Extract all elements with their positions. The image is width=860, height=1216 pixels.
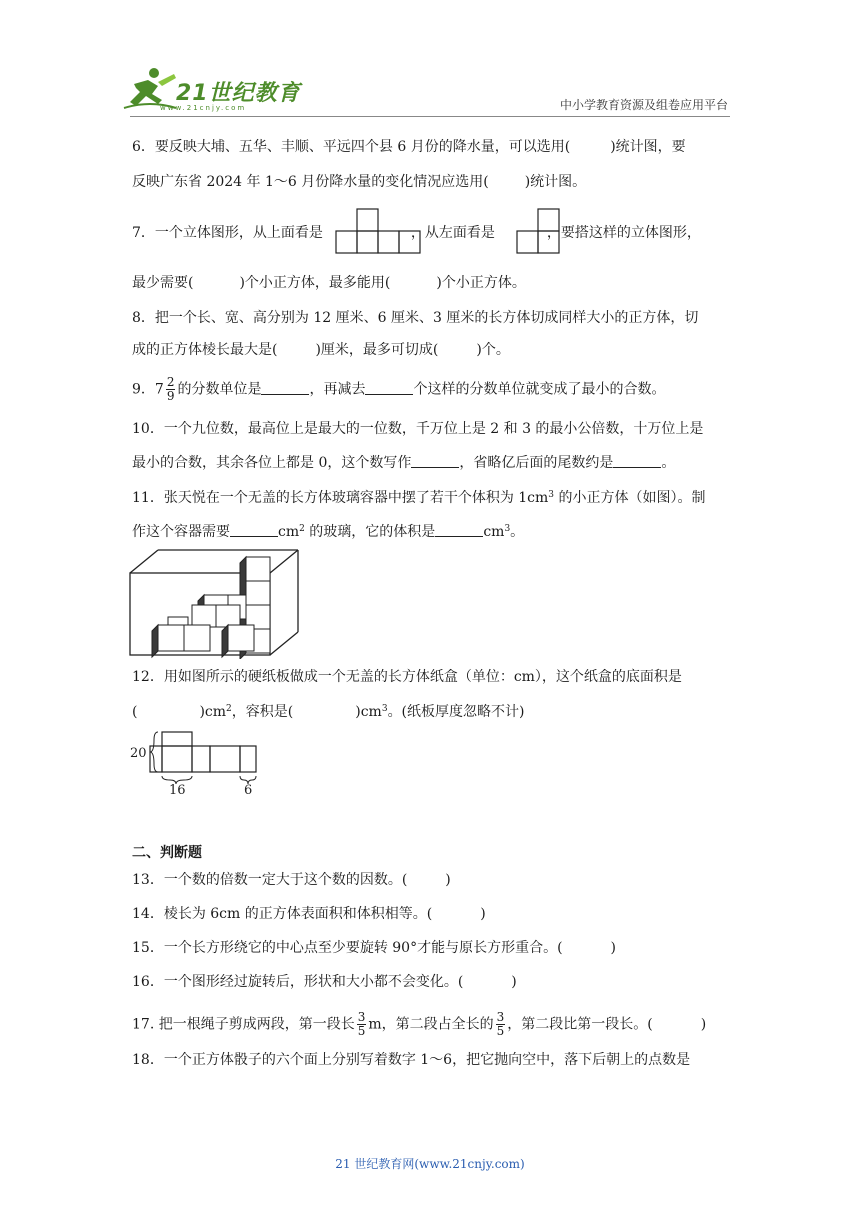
net-dim-height: 20: [130, 746, 147, 761]
net-dim-width: 16: [169, 783, 186, 798]
question-13: 13．一个数的倍数一定大于这个数的因数。( ): [132, 872, 451, 888]
question-8-line-2: 成的正方体棱长最大是( )厘米，最多可切成( )个。: [132, 342, 510, 358]
question-12-line-1: 12．用如图所示的硬纸板做成一个无盖的长方体纸盒（单位：cm），这个纸盒的底面积是: [132, 669, 682, 685]
question-12-line-2: ( )$cm^2$，容积是( )$cm^3$。(纸板厚度忽略不计): [132, 704, 525, 720]
page-footer: 21 世纪教育网(www.21cnjy.com): [335, 1157, 525, 1171]
top-view-figure: [335, 207, 425, 255]
question-6-line-1: 6．要反映大埔、五华、丰顺、平远四个县 6 月份的降水量，可以选用( )统计图，要: [132, 139, 686, 155]
question-14: 14．棱长为 6cm 的正方体表面积和体积相等。( ): [132, 906, 486, 922]
header-divider: [130, 116, 730, 117]
glass-container-figure: [128, 547, 304, 659]
cardboard-net-figure: [128, 728, 268, 798]
question-18-line-1: 18．一个正方体骰子的六个面上分别写着数字 1～6，把它抛向空中，落下后朝上的点数是: [132, 1052, 691, 1068]
question-6-line-2: 反映广东省 2024 年 1～6 月份降水量的变化情况应选用( )统计图。: [132, 174, 587, 190]
net-dim-depth: 6: [244, 783, 253, 798]
question-17: 17. 把一根绳子剪成两段，第一段长 $\frac{3}{5}$ m，第二段占全长的 $\frac{3}{5}$ ，第二段比第一段长。( ): [132, 1010, 707, 1038]
section-2-title: 二、判断题: [132, 845, 202, 861]
header-platform-name: 中小学教育资源及组卷应用平台: [559, 98, 728, 112]
mixed-fraction: $\frac{2}{9}$: [166, 375, 175, 403]
question-9: 9．7 $\frac{2}{9}$ 的分数单位是 ，再减去 个这样的分数单位就变成了最小的合数。: [132, 375, 666, 403]
logo-url: www.21cnjy.com: [160, 104, 247, 112]
fraction-second-share: $\frac{3}{5}$: [496, 1010, 505, 1038]
logo-text: 21世纪教育: [176, 81, 301, 106]
question-7-line-2: 最少需要( )个小正方体，最多能用( )个小正方体。: [132, 275, 526, 291]
question-7-line-1: 7．一个立体图形，从上面看是 ，从左面看是 ，要搭这样的立体图形，: [132, 225, 701, 241]
question-8-line-1: 8．把一个长、宽、高分别为 12 厘米、6 厘米、3 厘米的长方体切成同样大小的正方体，切: [132, 310, 699, 326]
question-16: 16．一个图形经过旋转后，形状和大小都不会变化。( ): [132, 974, 517, 990]
question-10-line-2: 最小的合数，其余各位上都是 0，这个数写作 ，省略亿后面的尾数约是 。: [132, 455, 676, 471]
question-15: 15．一个长方形绕它的中心点至少要旋转 90°才能与原长方形重合。( ): [132, 940, 617, 956]
question-11-line-2: 作这个容器需要 $cm^2$ 的玻璃，它的体积是 $cm^3$。: [132, 524, 525, 540]
question-11-line-1: 11．张天悦在一个无盖的长方体玻璃容器中摆了若干个体积为 $1cm^3$ 的小正方体（如图）。制: [132, 490, 706, 506]
page-header: [0, 0, 860, 120]
fraction-first-length: $\frac{3}{5}$: [357, 1010, 366, 1038]
left-view-figure: [516, 207, 566, 255]
question-10-line-1: 10．一个九位数，最高位上是最大的一位数，千万位上是 2 和 3 的最小公倍数，十万位上是: [132, 421, 704, 437]
